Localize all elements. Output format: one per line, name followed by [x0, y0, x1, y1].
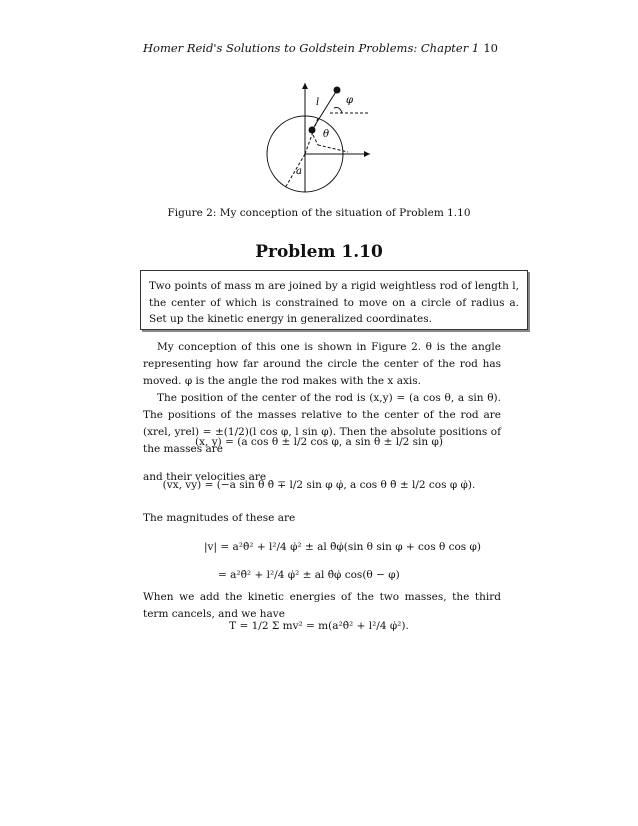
mass-lower	[309, 127, 316, 134]
problem-title: Problem 1.10	[255, 242, 383, 262]
paragraph-4: The magnitudes of these are	[143, 512, 296, 524]
radius-line	[285, 154, 305, 188]
equation-kinetic: T = 1/2 Σ mv² = m(a²θ̇² + l²/4 φ̇²).	[229, 620, 409, 632]
problem-statement: Two points of mass m are joined by a rigid weightless rod of length l, the center of which is constrained to move on a circle of radius a. Set up the kinetic energy in generalized coordinates.	[149, 280, 519, 325]
label-theta: θ	[323, 129, 330, 140]
equation-magnitude-2: = a²θ̇² + l²/4 φ̇² ± al θ̇φ̇ cos(θ − φ)	[218, 569, 400, 581]
paragraph-1: My conception of this one is shown in Figure 2. θ is the angle representing how far around the circle the center of the rod has moved. φ is the angle the rod makes with the x axis.	[143, 341, 501, 387]
label-phi: φ	[346, 95, 354, 106]
label-a: a	[296, 166, 302, 177]
equation-magnitude-1: |v| = a²θ̇² + l²/4 φ̇² ± al θ̇φ̇(sin θ sin φ + cos θ cos φ)	[204, 541, 481, 553]
mass-upper	[334, 87, 341, 94]
paragraph-5: When we add the kinetic energies of the two masses, the third term cancels, and we have	[143, 591, 501, 620]
figure-diagram	[230, 80, 410, 195]
rod	[312, 90, 337, 130]
problem-statement-box	[140, 270, 528, 330]
figure-caption: Figure 2: My conception of the situation of Problem 1.10	[167, 207, 471, 219]
perpendicular-line	[313, 135, 318, 145]
paragraph-3: and their velocities are	[143, 471, 267, 483]
running-header	[143, 41, 498, 55]
running-title: Homer Reid's Solutions to Goldstein Problems: Chapter 1	[143, 41, 480, 55]
equation-velocities: (vx, vy) = (−a sin θ θ̇ ∓ l/2 sin φ φ̇, a cos θ θ̇ ± l/2 cos φ φ̇).	[162, 479, 476, 491]
label-l: l	[316, 97, 320, 108]
page-number: 10	[483, 41, 498, 55]
equation-positions: (x, y) = (a cos θ ± l/2 cos φ, a sin θ ± l/2 sin φ)	[195, 436, 443, 448]
phi-arc	[334, 108, 342, 113]
paragraph-2: The position of the center of the rod is (x,y) = (a cos θ, a sin θ). The positions of the masses relative to the center of the rod are (xrel, yrel) = ±(1/2)(l cos φ, l sin φ). Then the absolute positions of the masses are	[143, 392, 501, 455]
